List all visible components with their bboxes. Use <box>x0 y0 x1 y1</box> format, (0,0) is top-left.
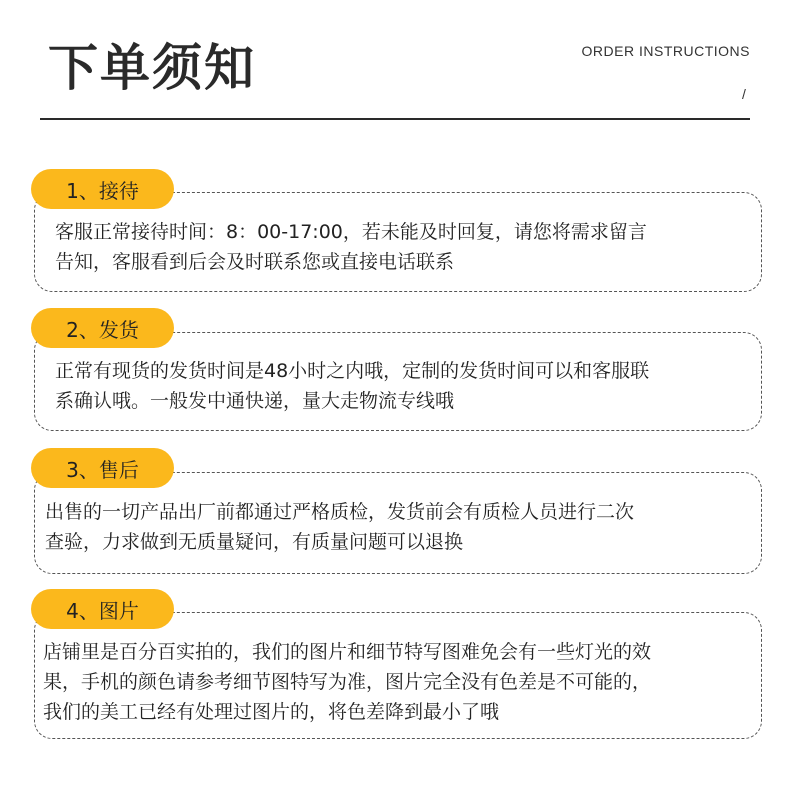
section-label: 3、售后 <box>66 457 139 482</box>
page-subtitle: ORDER INSTRUCTIONS <box>581 43 750 59</box>
section-tag <box>31 308 174 348</box>
body-line: 我们的美工已经有处理过图片的，将色差降到最小了哦 <box>43 701 500 723</box>
body-line: 查验，力求做到无质量疑问，有质量问题可以退换 <box>45 531 464 553</box>
body-line: 正常有现货的发货时间是48小时之内哦，定制的发货时间可以和客服联 <box>55 360 650 382</box>
header-divider <box>40 118 750 120</box>
body-line: 系确认哦。一般发中通快递，量大走物流专线哦 <box>55 390 455 412</box>
section-box <box>34 612 762 739</box>
section-body <box>55 217 735 277</box>
section-body <box>45 497 735 557</box>
body-line: 出售的一切产品出厂前都通过严格质检，发货前会有质检人员进行二次 <box>45 501 635 523</box>
section-tag <box>31 589 174 629</box>
section-label: 4、图片 <box>66 598 139 623</box>
body-line: 果，手机的颜色请参考细节图特写为准，图片完全没有色差是不可能的， <box>43 671 652 693</box>
section-body <box>43 637 749 727</box>
subtitle-slash: / <box>742 86 746 102</box>
section-tag <box>31 169 174 209</box>
section-label: 1、接待 <box>66 178 139 203</box>
section-body <box>55 356 735 416</box>
body-line: 告知，客服看到后会及时联系您或直接电话联系 <box>55 251 455 273</box>
section-label: 2、发货 <box>66 317 139 342</box>
body-line: 客服正常接待时间：8：00-17:00，若未能及时回复，请您将需求留言 <box>55 221 647 243</box>
body-line: 店铺里是百分百实拍的，我们的图片和细节特写图难免会有一些灯光的效 <box>43 641 652 663</box>
section-tag <box>31 448 174 488</box>
page-title: 下单须知 <box>48 39 256 97</box>
